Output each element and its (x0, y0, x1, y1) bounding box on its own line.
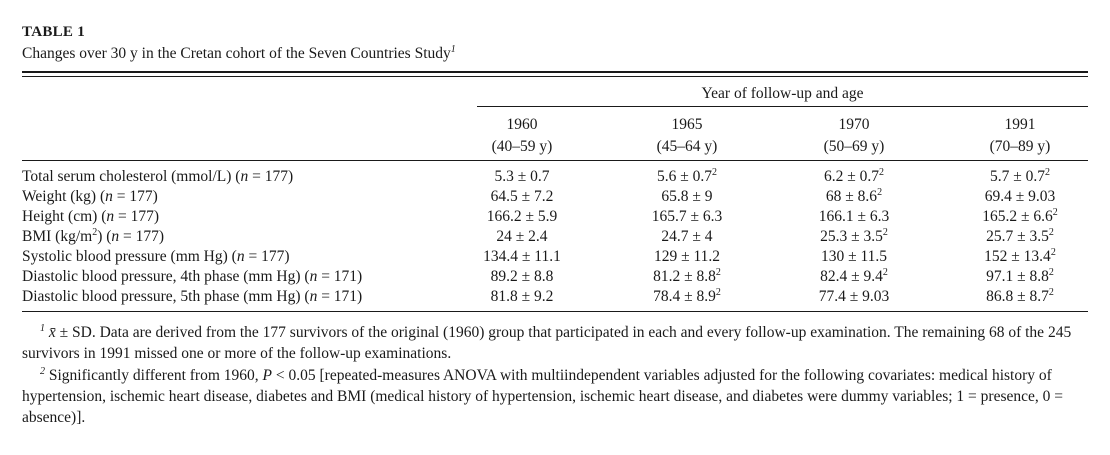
cell-1970: 166.1 ± 6.3 (818, 208, 890, 225)
header-bottom-rule (22, 160, 1088, 161)
cell-1965: 24.7 ± 4 (661, 228, 713, 245)
column-header-1970 (779, 114, 929, 158)
column-age: (50–69 y) (823, 138, 885, 155)
row-label: BMI $(kg/m^2) (n = 177)$ (22, 226, 165, 245)
column-age: (45–64 y) (656, 138, 718, 155)
cell-1960: 81.8 ± 9.2 (490, 288, 554, 305)
column-age: (40–59 y) (491, 138, 553, 155)
row-label: Systolic blood pressure (mm Hg) (n = 177) (22, 248, 290, 265)
column-year: 1970 (838, 116, 870, 133)
cell-1965: 165.7 ± 6.3 (651, 208, 723, 225)
footnote-mark: 1 (40, 323, 45, 334)
column-year: 1991 (1004, 116, 1036, 133)
footnote-text: < 0.05 [repeated-measures ANOVA with multiindependent variables adjusted for the following covariates: medical history of hypertension, ischemic heart disease, diabetes and BMI (medical history of hypertension, ischemic heart disease, and diabetes were dummy variables; 1 = presence, 0 = absence)]. (22, 367, 1064, 427)
caption-text: Changes over 30 y in the Cretan cohort of the Seven Countries Study (22, 45, 451, 63)
top-rule-thick (22, 71, 1088, 73)
cell-1965: $78.4 \pm 8.9^2$ (653, 286, 721, 305)
table-row (0, 207, 1110, 227)
footnote-2 (22, 361, 1088, 428)
cell-1960: 89.2 ± 8.8 (490, 268, 554, 285)
row-label: Diastolic blood pressure, 4th phase (mm Hg) (n = 171) (22, 268, 363, 285)
cell-1970: 77.4 ± 9.03 (818, 288, 890, 305)
table-row (0, 247, 1110, 267)
span-header: Year of follow-up and age (701, 85, 864, 102)
footnote-mean-symbol: x̄ (48, 324, 56, 342)
cell-1991: $5.7 \pm 0.7^2$ (989, 166, 1050, 185)
cell-1965: $81.2 \pm 8.8^2$ (653, 266, 721, 285)
caption-footnote-ref: 1 (450, 44, 456, 55)
footnote-1 (22, 318, 1088, 364)
row-label: Height (cm) (n = 177) (22, 208, 160, 225)
column-age: (70–89 y) (989, 138, 1051, 155)
cell-1991: $25.7 \pm 3.5^2$ (986, 226, 1054, 245)
cell-1960: 5.3 ± 0.7 (494, 168, 550, 185)
cell-1960: 134.4 ± 11.1 (483, 248, 561, 265)
column-year: 1960 (506, 116, 538, 133)
footnote-text: ± SD. Data are derived from the 177 survivors of the original (1960) group that participated in each and every follow-up examination. The remaining 68 of the 245 survivors in 1991 missed one or more of the follow-up examinations. (22, 324, 1072, 363)
column-year: 1965 (671, 116, 703, 133)
table-bottom-rule (22, 311, 1088, 312)
row-label: Diastolic blood pressure, 5th phase (mm Hg) (n = 171) (22, 288, 363, 305)
row-label: Weight (kg) (n = 177) (22, 188, 158, 205)
cell-1991: $86.8 \pm 8.7^2$ (986, 286, 1054, 305)
column-header-1960 (447, 114, 597, 158)
table-row (0, 267, 1110, 287)
cell-1991: 69.4 ± 9.03 (984, 188, 1056, 205)
cell-1960: 64.5 ± 7.2 (490, 188, 554, 205)
footnote-mark: 2 (40, 366, 45, 377)
table-row (0, 227, 1110, 247)
cell-1970: $25.3 \pm 3.5^2$ (820, 226, 888, 245)
cell-1991: $152 \pm 13.4^2$ (984, 246, 1056, 265)
top-rule-thin (22, 76, 1088, 77)
column-header-1965 (612, 114, 762, 158)
cell-1965: 129 ± 11.2 (653, 248, 721, 265)
cell-1960: 166.2 ± 5.9 (486, 208, 558, 225)
table-row (0, 287, 1110, 307)
cell-1991: $165.2 \pm 6.6^2$ (982, 206, 1058, 225)
table-row (0, 167, 1110, 187)
table-label: TABLE 1 (22, 24, 86, 40)
cell-1970: 130 ± 11.5 (820, 248, 888, 265)
table-caption (22, 44, 456, 63)
cell-1965: 65.8 ± 9 (661, 188, 713, 205)
row-label: Total serum cholesterol (mmol/L) (n = 177) (22, 168, 294, 185)
cell-1970: $82.4 \pm 9.4^2$ (820, 266, 888, 285)
footnote-p-symbol: P (262, 367, 272, 385)
column-header-1991 (945, 114, 1095, 158)
cell-1960: 24 ± 2.4 (496, 228, 548, 245)
cell-1991: $97.1 \pm 8.8^2$ (986, 266, 1054, 285)
cell-1970: $6.2 \pm 0.7^2$ (823, 166, 884, 185)
span-header-rule (477, 106, 1088, 107)
table-row (0, 187, 1110, 207)
cell-1965: $5.6 \pm 0.7^2$ (656, 166, 717, 185)
footnote-pre: Significantly different from 1960, (45, 367, 263, 385)
cell-1970: $68 \pm 8.6^2$ (825, 186, 883, 205)
